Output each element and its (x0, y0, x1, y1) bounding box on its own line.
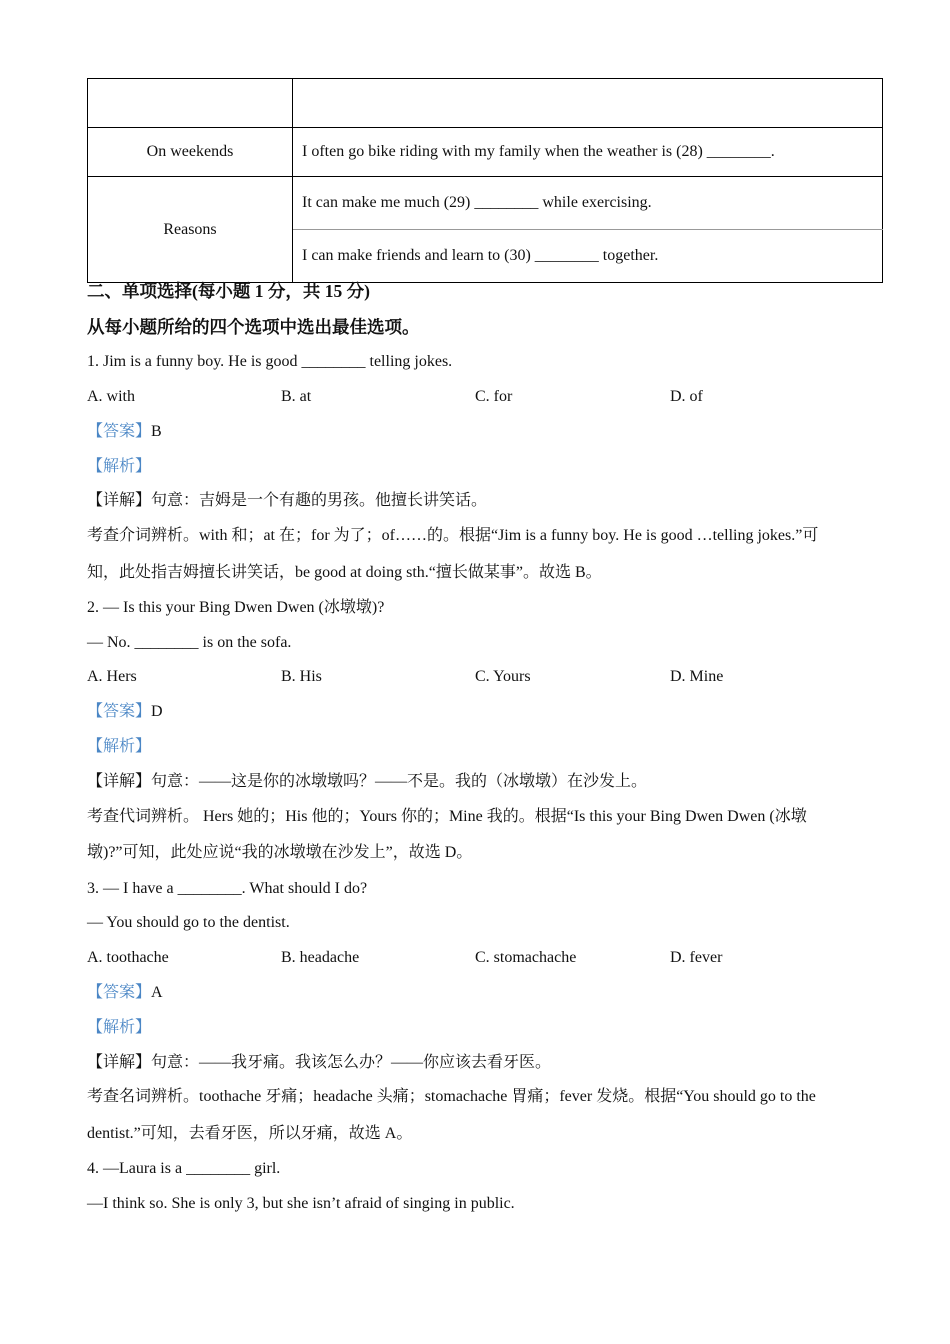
explanation-line: 考查介词辨析。with 和；at 在；for 为了；of……的。根据“Jim is a funny boy. He is good …telling jokes.”可 (87, 527, 819, 544)
table-cell: I can make friends and learn to (30) ________ together. (293, 230, 883, 283)
answer-label: 【答案】 (87, 423, 152, 440)
answer-value: D (151, 703, 163, 720)
answer-line (87, 702, 163, 722)
question-stem: — No. ________ is on the sofa. (87, 634, 292, 651)
option-a: A. toothache (87, 949, 169, 966)
answer-line (87, 983, 163, 1003)
detail-line: 【详解】句意：吉姆是一个有趣的男孩。他擅长讲笑话。 (87, 492, 488, 509)
option-b: B. at (281, 388, 312, 405)
question-stem: 1. Jim is a funny boy. He is good ________ telling jokes. (87, 353, 453, 370)
explanation-line: 墩)?”可知，此处应说“我的冰墩墩在沙发上”，故选 D。 (87, 844, 473, 861)
question-stem: —I think so. She is only 3, but she isn’t afraid of singing in public. (87, 1195, 515, 1212)
option-c: C. for (475, 388, 513, 405)
table-cell: Reasons (88, 177, 293, 283)
analysis-label: 【解析】 (87, 458, 152, 475)
detail-line: 【详解】句意：——我牙痛。我该怎么办？——你应该去看牙医。 (87, 1054, 552, 1071)
table-cell: On weekends (88, 128, 293, 177)
section-heading: 二、单项选择(每小题 1 分，共 15 分) (87, 281, 370, 301)
question-stem: — You should go to the dentist. (87, 914, 290, 931)
question-stem: 4. —Laura is a ________ girl. (87, 1160, 281, 1177)
answer-value: B (151, 423, 162, 440)
table-cell: It can make me much (29) ________ while exercising. (293, 177, 883, 230)
info-table-wrapper (87, 78, 883, 283)
detail-line: 【详解】句意：——这是你的冰墩墩吗？——不是。我的（冰墩墩）在沙发上。 (87, 773, 648, 790)
option-b: B. headache (281, 949, 360, 966)
table-cell (88, 79, 293, 128)
answer-label: 【答案】 (87, 984, 152, 1001)
option-c: C. stomachache (475, 949, 577, 966)
option-b: B. His (281, 668, 322, 685)
section-instruction: 从每小题所给的四个选项中选出最佳选项。 (87, 317, 420, 337)
answer-value: A (151, 984, 163, 1001)
explanation-line: 考查名词辨析。toothache 牙痛；headache 头痛；stomachache 胃痛；fever 发烧。根据“You should go to the (87, 1088, 816, 1105)
option-a: A. with (87, 388, 135, 405)
explanation-line: 知，此处指吉姆擅长讲笑话，be good at doing sth.“擅长做某事”。故选 B。 (87, 564, 602, 581)
table-row (88, 128, 883, 177)
answer-line (87, 422, 162, 442)
table-cell (293, 79, 883, 128)
option-d: D. fever (670, 949, 723, 966)
option-d: D. of (670, 388, 703, 405)
question-stem: 3. — I have a ________. What should I do? (87, 880, 368, 897)
explanation-line: 考查代词辨析。 Hers 她的；His 他的；Yours 你的；Mine 我的。根据“Is this your Bing Dwen Dwen (冰墩 (87, 808, 807, 825)
option-d: D. Mine (670, 668, 724, 685)
info-table (87, 78, 883, 283)
table-cell: I often go bike riding with my family when the weather is (28) ________. (293, 128, 883, 177)
analysis-label: 【解析】 (87, 738, 152, 755)
analysis-label: 【解析】 (87, 1019, 152, 1036)
question-stem: 2. — Is this your Bing Dwen Dwen (冰墩墩)? (87, 599, 385, 616)
table-row (88, 177, 883, 230)
explanation-line: dentist.”可知，去看牙医，所以牙痛，故选 A。 (87, 1125, 413, 1142)
table-row (88, 79, 883, 128)
option-c: C. Yours (475, 668, 531, 685)
option-a: A. Hers (87, 668, 137, 685)
answer-label: 【答案】 (87, 703, 152, 720)
